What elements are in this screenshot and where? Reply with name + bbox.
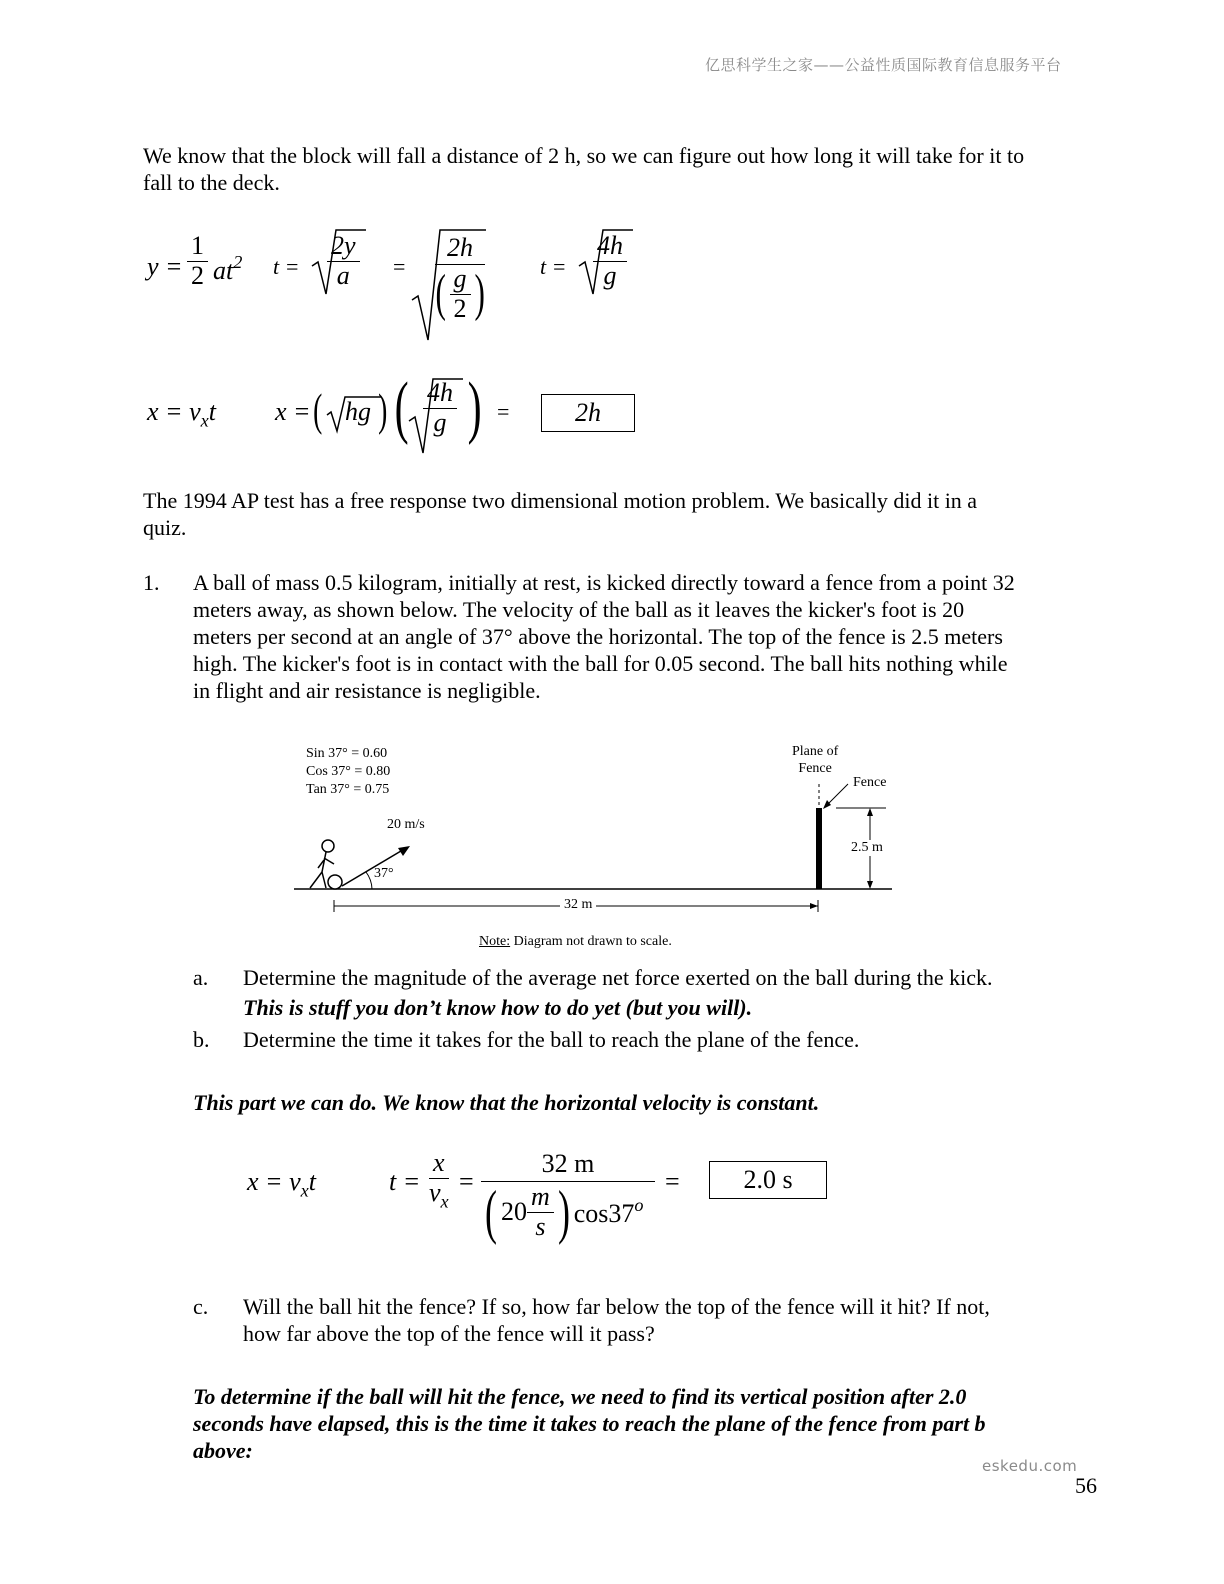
cos-37 bbox=[574, 1195, 644, 1229]
problem-line: high. The kicker's foot is in contact with the ball for 0.05 second. The ball hits nothing while bbox=[193, 651, 1008, 676]
cos-value: Cos 37° = 0.80 bbox=[306, 764, 391, 779]
eq-at-squared bbox=[213, 252, 242, 286]
left-paren: ( bbox=[484, 1179, 497, 1245]
right-paren: ) bbox=[473, 265, 485, 323]
fraction-2h-over-g2 bbox=[435, 232, 485, 323]
eq-equals-4: = bbox=[665, 1167, 680, 1196]
degree-symbol: o bbox=[634, 1195, 644, 1216]
right-paren: ) bbox=[557, 1179, 570, 1245]
fraction-2y-over-a bbox=[327, 232, 360, 290]
answer-box-2h: 2h bbox=[541, 394, 635, 432]
ap-line-2: quiz. bbox=[143, 515, 187, 540]
kick-diagram bbox=[290, 740, 900, 955]
intro-line-2: fall to the deck. bbox=[143, 170, 280, 195]
hg-text: hg bbox=[345, 397, 371, 426]
x-numerator: x bbox=[429, 1149, 449, 1179]
g-numerator: g bbox=[450, 265, 471, 295]
height-label: 2.5 m bbox=[851, 840, 883, 855]
eq-equals-1: = bbox=[393, 254, 406, 279]
numerator-32m: 32 m bbox=[481, 1147, 655, 1182]
problem-line: meters per second at an angle of 37° above the horizontal. The top of the fence is 2.5 meters bbox=[193, 624, 1003, 649]
part-b-text: Determine the time it takes for the ball to reach the plane of the fence. bbox=[243, 1027, 860, 1052]
intro-line-1: We know that the block will fall a distance of 2 h, so we can figure out how long it will take for it to bbox=[143, 143, 1025, 168]
left-paren-2: ( bbox=[394, 369, 409, 446]
height-arrow-up-icon bbox=[867, 808, 873, 816]
m-unit: m bbox=[527, 1183, 554, 1213]
part-b-comment: This part we can do. We know that the horizontal velocity is constant. bbox=[193, 1090, 820, 1115]
vx-denominator bbox=[425, 1179, 453, 1211]
f3-numerator: 4h bbox=[593, 232, 627, 262]
page-number: 56 bbox=[1075, 1473, 1097, 1498]
f2-denominator bbox=[435, 265, 485, 323]
v-var: v bbox=[429, 1177, 441, 1207]
exponent: 2 bbox=[233, 252, 243, 272]
eq-equals-3: = bbox=[459, 1167, 474, 1196]
numerator: 4h bbox=[423, 379, 457, 409]
subscript-x: x bbox=[440, 1190, 449, 1211]
eq-x-vx-t bbox=[147, 397, 216, 431]
plane-of-fence-label bbox=[792, 743, 838, 777]
part-c-line-1: Will the ball hit the fence? If so, how far below the top of the fence will it hit? If not, bbox=[243, 1294, 990, 1319]
eq-t-equals-3: t = bbox=[389, 1167, 421, 1196]
equation-row-3 bbox=[245, 1145, 845, 1265]
part-c-comment-line: To determine if the ball will hit the fence, we need to find its vertical position after 2.0 bbox=[193, 1384, 967, 1409]
ap-line-1: The 1994 AP test has a free response two dimensional motion problem. We basically did it in a bbox=[143, 488, 978, 513]
note-prefix: Note: bbox=[479, 934, 511, 949]
t-var: t bbox=[208, 397, 216, 426]
right-paren-1: ) bbox=[378, 384, 388, 435]
part-b-label: b. bbox=[193, 1027, 210, 1052]
angle-label: 37° bbox=[374, 866, 394, 881]
f2-numerator: 2h bbox=[435, 232, 485, 265]
eq-equals-2: = bbox=[497, 399, 510, 424]
ap-paragraph bbox=[143, 487, 977, 541]
subscript-x: x bbox=[200, 410, 209, 431]
fraction-4h-over-g bbox=[593, 232, 627, 290]
fraction-x-over-vx bbox=[425, 1149, 453, 1211]
problem-statement bbox=[193, 569, 1015, 704]
velocity-label: 20 m/s bbox=[387, 817, 425, 832]
plane-label-line1: Plane of bbox=[792, 744, 839, 759]
t-var: t bbox=[308, 1167, 316, 1196]
denominator: g bbox=[433, 407, 447, 437]
height-arrow-down-icon bbox=[867, 881, 873, 889]
note-text: Diagram not drawn to scale. bbox=[510, 934, 672, 949]
problem-line: meters away, as shown below. The velocity of the ball as it leaves the kicker's foot is 20 bbox=[193, 597, 965, 622]
denominator-velocity bbox=[481, 1179, 655, 1245]
plane-label-line2: Fence bbox=[798, 761, 832, 776]
fence-pointer bbox=[826, 784, 848, 806]
part-a-comment: This is stuff you don’t know how to do yet (but you will). bbox=[243, 995, 753, 1020]
eq-y-equals: y = bbox=[147, 252, 183, 281]
right-paren-2: ) bbox=[467, 369, 482, 446]
fence-label: Fence bbox=[853, 775, 887, 790]
subscript-x: x bbox=[300, 1180, 309, 1201]
diagram-note bbox=[479, 934, 672, 950]
problem-number: 1. bbox=[143, 570, 160, 595]
ball-icon bbox=[328, 875, 342, 889]
at-text: at bbox=[213, 255, 234, 285]
eq-t-equals-2: t = bbox=[540, 254, 567, 279]
part-c-text bbox=[243, 1293, 990, 1347]
sin-value: Sin 37° = 0.60 bbox=[306, 746, 388, 761]
g-over-2 bbox=[450, 265, 471, 323]
fence-arrowhead-icon bbox=[823, 800, 831, 809]
part-a bbox=[243, 964, 1123, 1021]
intro-paragraph bbox=[143, 142, 1024, 196]
f1-denominator: a bbox=[336, 260, 350, 290]
problem-line: A ball of mass 0.5 kilogram, initially at rest, is kicked directly toward a fence from a point 32 bbox=[193, 570, 1015, 595]
fence-post bbox=[816, 808, 822, 889]
twenty: 20 bbox=[500, 1197, 527, 1226]
part-a-label: a. bbox=[193, 965, 209, 990]
equation-row-1 bbox=[145, 228, 665, 348]
half-numerator: 1 bbox=[187, 232, 208, 262]
f1-numerator: 2y bbox=[327, 232, 360, 262]
part-c-comment bbox=[193, 1383, 986, 1464]
distance-label: 32 m bbox=[564, 897, 593, 912]
problem-line: in flight and air resistance is negligible. bbox=[193, 678, 541, 703]
eq-t-equals-1: t = bbox=[273, 254, 300, 279]
x-eq-v: x = v bbox=[247, 1167, 301, 1196]
left-paren-1: ( bbox=[313, 384, 323, 435]
eq-x-equals: x = bbox=[275, 397, 311, 426]
part-c-comment-line: seconds have elapsed, this is the time it takes to reach the plane of the fence from part b bbox=[193, 1411, 986, 1436]
f3-denominator: g bbox=[603, 260, 617, 290]
part-a-text: Determine the magnitude of the average net force exerted on the ball during the kick. bbox=[243, 965, 993, 990]
eq-x-vx-t-2 bbox=[247, 1167, 316, 1201]
part-c-comment-line: above: bbox=[193, 1438, 253, 1463]
fraction-4h-over-g-2 bbox=[423, 379, 457, 437]
distance-arrow-icon bbox=[810, 903, 818, 909]
angle-arc bbox=[366, 872, 372, 889]
footer-site: eskedu.com bbox=[982, 1457, 1078, 1475]
equation-row-2 bbox=[145, 369, 645, 465]
cos-text: cos37 bbox=[573, 1198, 635, 1228]
x-eq-v: x = v bbox=[147, 397, 201, 426]
answer-box-2s: 2.0 s bbox=[709, 1161, 827, 1199]
part-c-line-2: how far above the top of the fence will it pass? bbox=[243, 1321, 655, 1346]
header-watermark: 亿思科学生之家——公益性质国际教育信息服务平台 bbox=[705, 56, 1062, 74]
two-denominator: 2 bbox=[453, 293, 467, 323]
fraction-half bbox=[187, 232, 208, 290]
tan-value: Tan 37° = 0.75 bbox=[306, 782, 390, 797]
part-c-label: c. bbox=[193, 1294, 209, 1319]
m-over-s bbox=[527, 1183, 554, 1241]
s-unit: s bbox=[535, 1211, 546, 1241]
fraction-32m-over-v bbox=[481, 1147, 655, 1245]
left-paren: ( bbox=[435, 265, 447, 323]
half-denominator: 2 bbox=[191, 260, 204, 290]
